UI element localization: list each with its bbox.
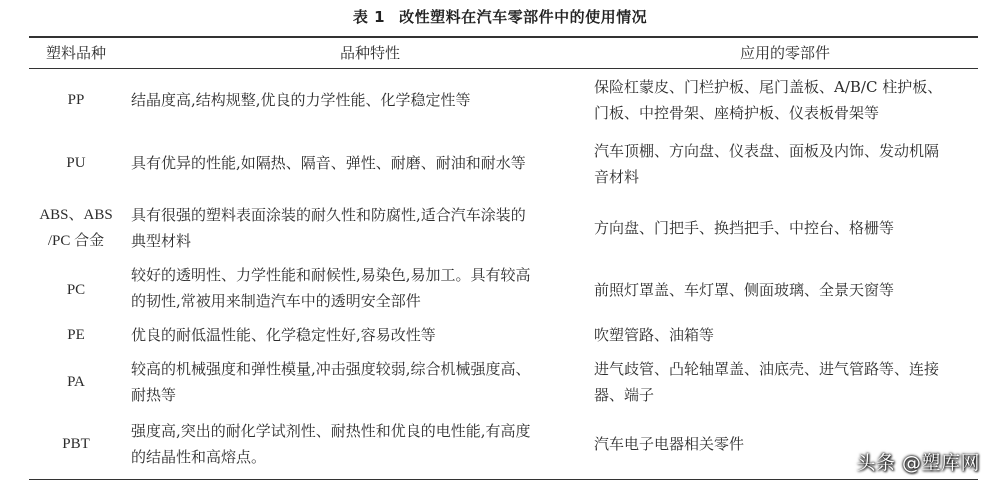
header-material: 塑料品种 <box>45 44 106 62</box>
cell-applications: 器、端子 <box>594 386 655 404</box>
header-applications: 应用的零部件 <box>739 44 830 62</box>
cell-material: PU <box>66 155 86 171</box>
cell-applications: 保险杠蒙皮、门栏护板、尾门盖板、A/B/C 柱护板、 <box>594 78 943 96</box>
cell-applications: 汽车电子电器相关零件 <box>594 435 745 453</box>
table-number: 表 1 <box>352 8 386 26</box>
cell-properties: 的结晶性和高熔点。 <box>131 448 267 466</box>
top-rule <box>29 36 978 38</box>
cell-material: PE <box>67 327 85 343</box>
cell-applications: 进气歧管、凸轮轴罩盖、油底壳、进气管路等、连接 <box>594 360 940 378</box>
cell-properties: 优良的耐低温性能、化学稳定性好,容易改性等 <box>131 326 436 344</box>
cell-material: ABS、ABS <box>39 207 113 223</box>
cell-material: PBT <box>62 436 90 452</box>
cell-properties: 较高的机械强度和弹性模量,冲击强度较弱,综合机械强度高、 <box>131 360 531 378</box>
cell-applications: 门板、中控骨架、座椅护板、仪表板骨架等 <box>594 104 880 122</box>
cell-applications: 方向盘、门把手、换挡把手、中控台、格栅等 <box>594 219 895 237</box>
cell-properties: 结晶度高,结构规整,优良的力学性能、化学稳定性等 <box>131 91 471 109</box>
watermark: 头条 @塑库网 <box>856 452 980 474</box>
table-caption <box>0 6 1000 27</box>
cell-properties: 具有很强的塑料表面涂装的耐久性和防腐性,适合汽车涂装的 <box>131 206 526 224</box>
cell-properties: 的韧性,常被用来制造汽车中的透明安全部件 <box>131 292 421 310</box>
cell-properties: 耐热等 <box>131 386 177 404</box>
cell-properties: 具有优异的性能,如隔热、隔音、弹性、耐磨、耐油和耐水等 <box>131 154 526 172</box>
bottom-rule <box>29 479 978 480</box>
cell-properties: 强度高,突出的耐化学试剂性、耐热性和优良的电性能,有高度 <box>131 422 531 440</box>
cell-properties: 较好的透明性、力学性能和耐候性,易染色,易加工。具有较高 <box>131 266 531 284</box>
cell-applications: 吹塑管路、油箱等 <box>594 326 715 344</box>
header-properties: 品种特性 <box>339 44 400 62</box>
cell-applications: 前照灯罩盖、车灯罩、侧面玻璃、全景天窗等 <box>594 281 895 299</box>
cell-applications: 音材料 <box>594 168 640 186</box>
cell-material: PP <box>67 92 85 108</box>
cell-properties: 典型材料 <box>131 232 192 250</box>
cell-material: PC <box>66 282 86 298</box>
cell-applications: 汽车顶棚、方向盘、仪表盘、面板及内饰、发动机隔 <box>594 142 940 160</box>
table-title: 改性塑料在汽车零部件中的使用情况 <box>399 8 648 26</box>
cell-material: /PC 合金 <box>47 233 105 249</box>
header-rule <box>29 68 978 69</box>
cell-material: PA <box>67 374 85 390</box>
